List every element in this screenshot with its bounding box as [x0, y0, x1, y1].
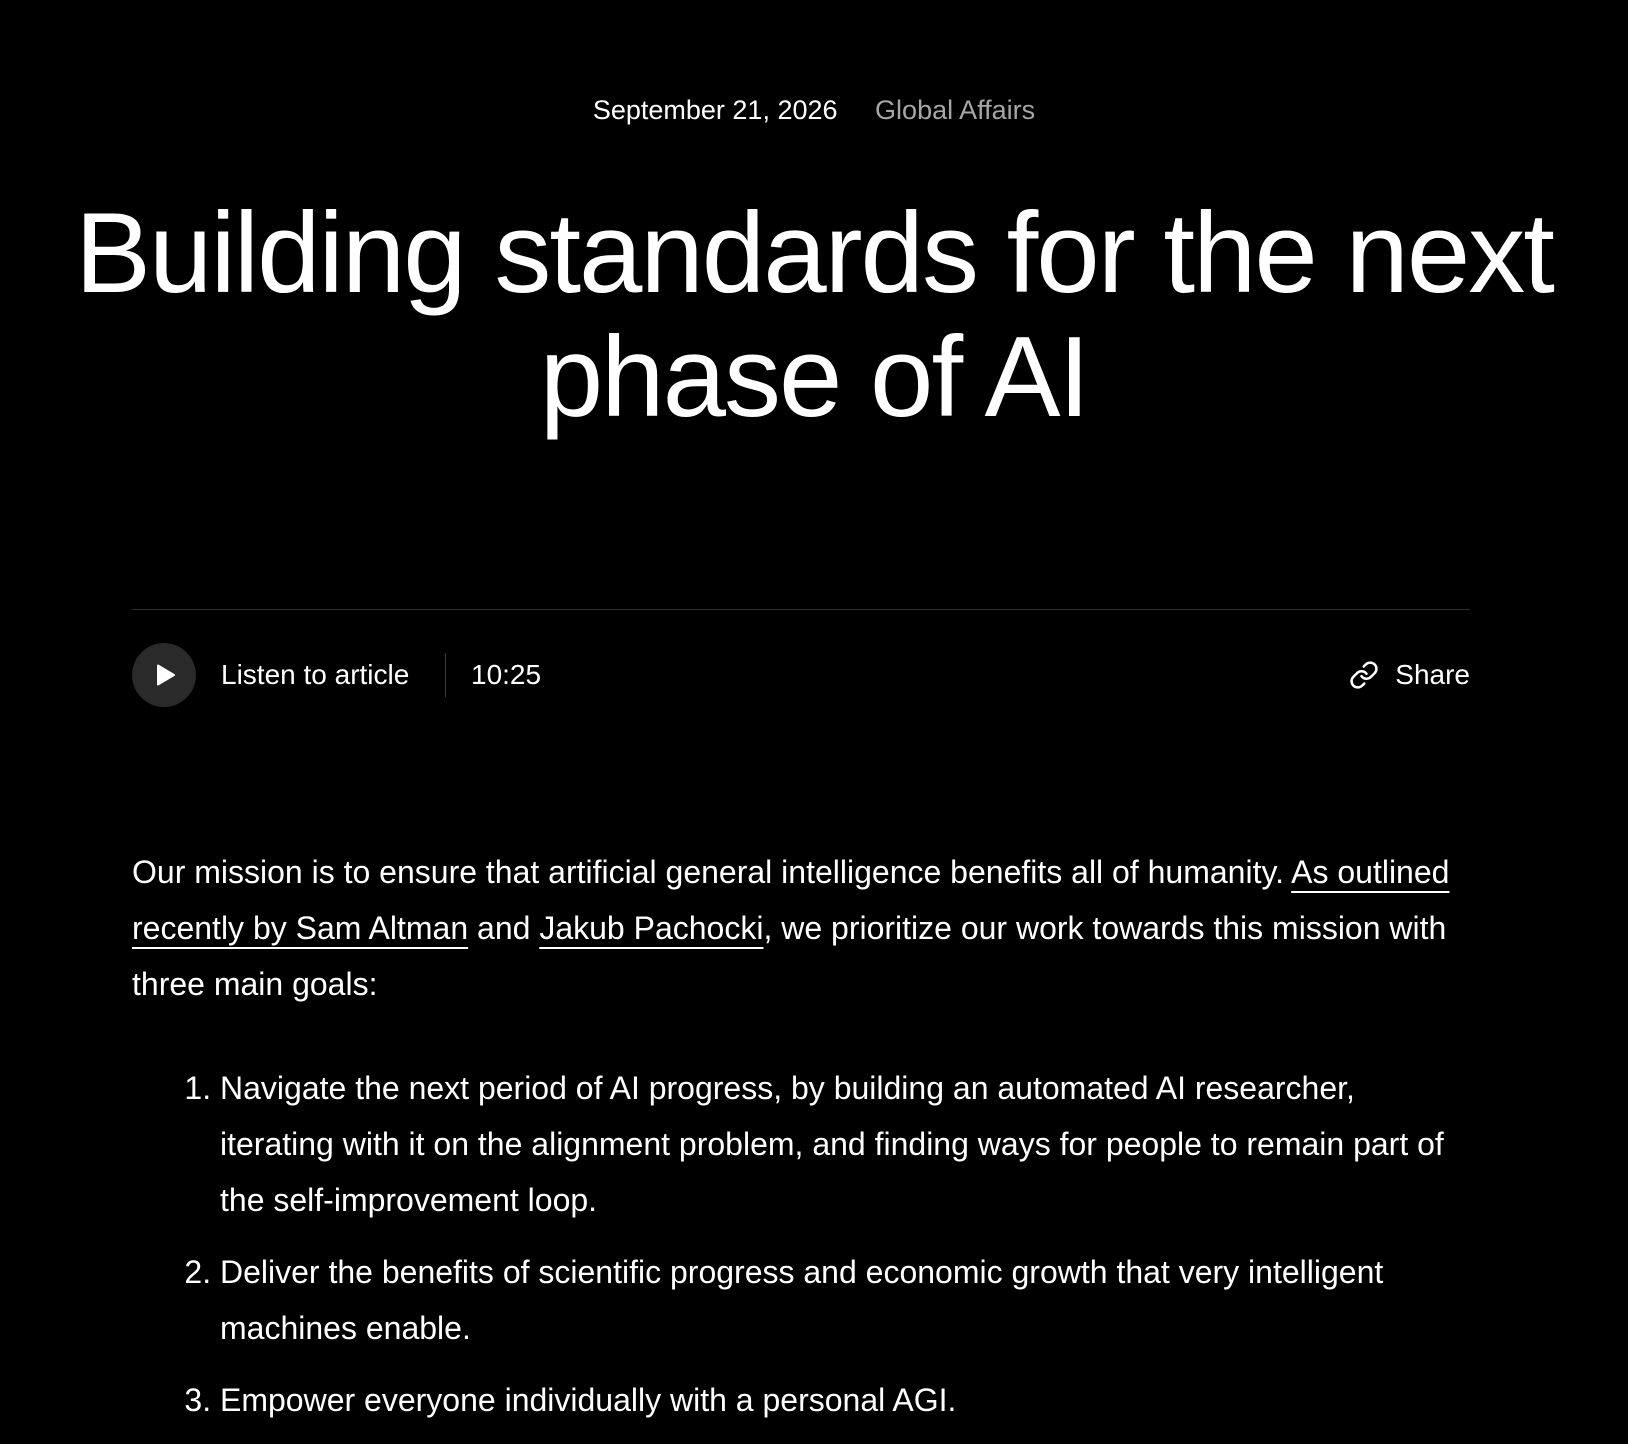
- list-item: 3. Empower everyone individually with a personal AGI.: [220, 1372, 1472, 1428]
- article-meta: [0, 88, 1628, 132]
- play-icon: [156, 664, 176, 686]
- article-body: [132, 844, 1472, 1444]
- list-item: 1. Navigate the next period of AI progress, by building an automated AI researcher, iterating with it on the alignment problem, and finding ways for people to remain part of the self-improvement loop.: [220, 1060, 1472, 1228]
- play-button[interactable]: [132, 643, 196, 707]
- divider: [132, 609, 1470, 610]
- link-icon: [1349, 660, 1379, 690]
- pachocki-link[interactable]: Jakub Pachocki: [539, 910, 764, 946]
- goals-list: [132, 1060, 1472, 1428]
- altman-link[interactable]: As outlined recently by Sam Altman: [132, 854, 1450, 946]
- intro-text: Our mission is to ensure that artificial general intelligence benefits all of humanity.: [132, 854, 1292, 890]
- audio-player: [132, 643, 1470, 707]
- category-link[interactable]: Global Affairs: [875, 95, 1036, 125]
- publish-date: September 21, 2026: [592, 95, 838, 125]
- listen-label[interactable]: Listen to article: [221, 659, 410, 690]
- share-button[interactable]: [1349, 643, 1470, 707]
- list-item: 2. Deliver the benefits of scientific progress and economic growth that very intelligent machines enable.: [220, 1244, 1472, 1356]
- intro-paragraph: [132, 844, 1472, 1012]
- audio-duration: 10:25: [471, 659, 542, 690]
- intro-rest: , we prioritize our work towards this mission with three main goals:: [132, 910, 1447, 1002]
- player-separator: [445, 653, 446, 697]
- page-title: Building standards for the next phase of AI: [75, 190, 1553, 441]
- share-label: Share: [1395, 659, 1470, 690]
- and-text: and: [468, 910, 540, 946]
